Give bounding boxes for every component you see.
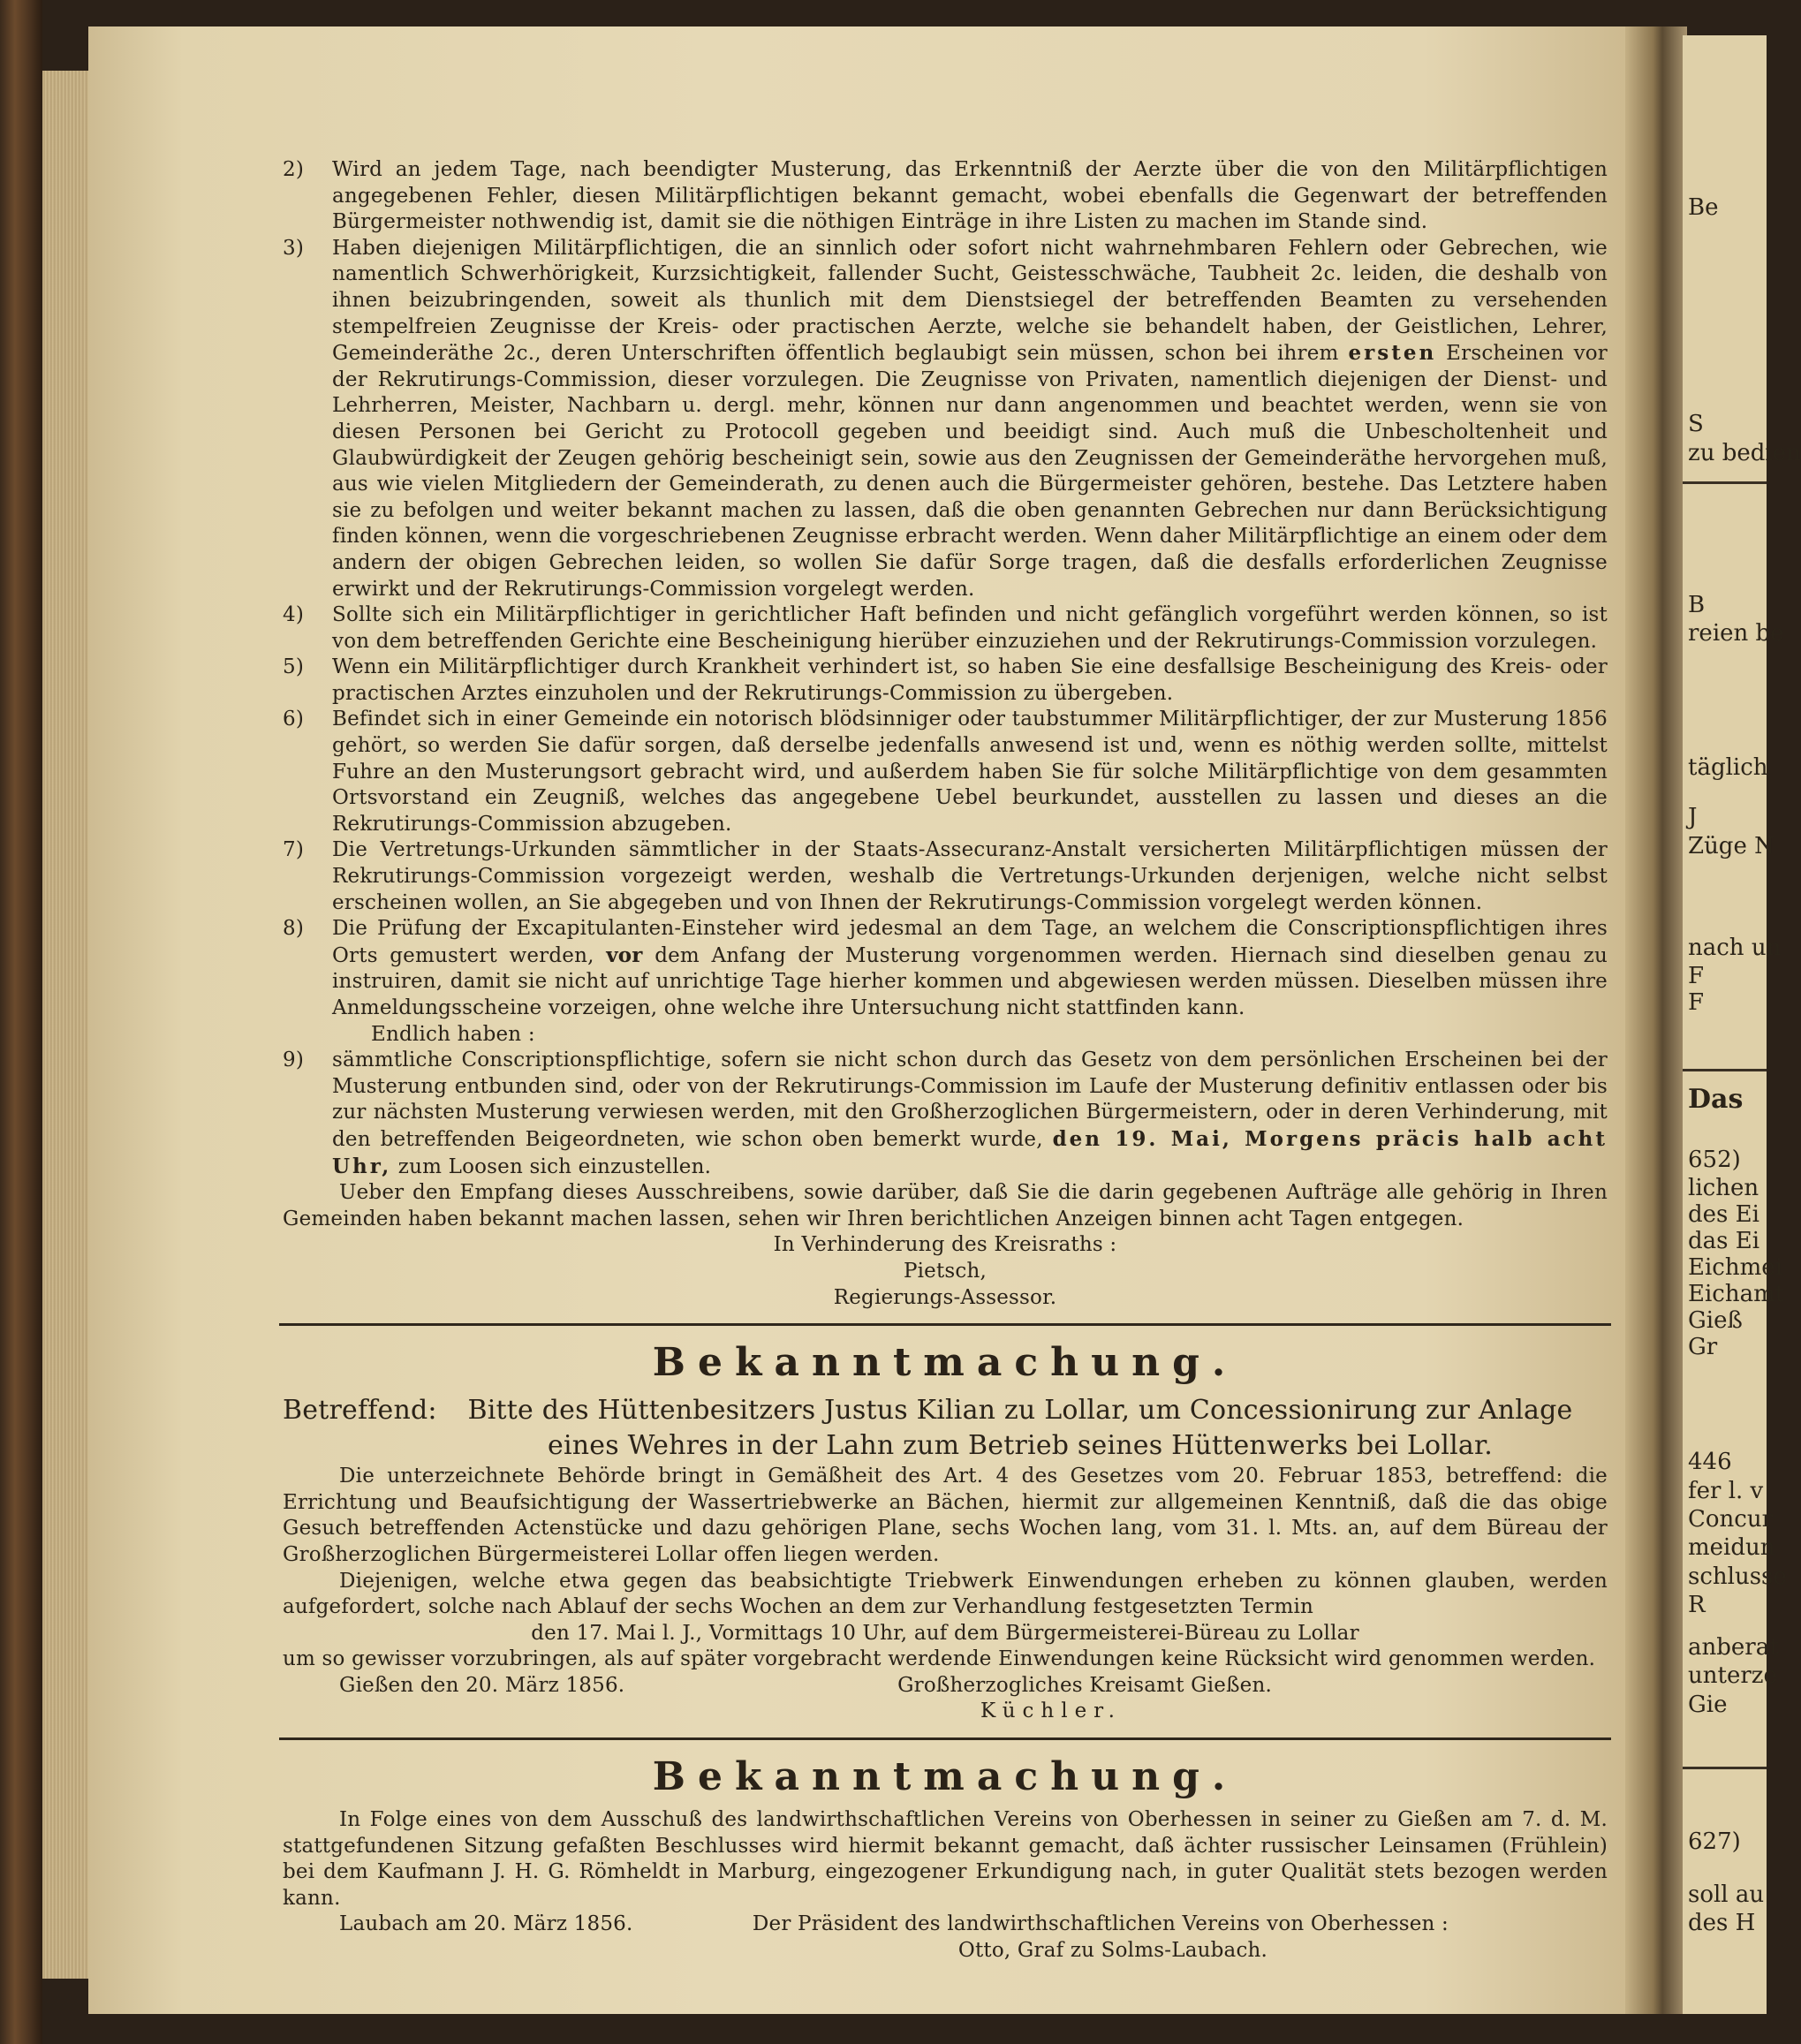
fragment-text: 627) [1688, 1828, 1741, 1855]
fragment-text: des H [1688, 1910, 1756, 1936]
fragment-text: 652) [1688, 1147, 1741, 1173]
list-item [283, 707, 1608, 837]
list-item [283, 655, 1608, 707]
item-number: 8) [283, 917, 305, 941]
notice-heading: Bekanntmachung. [652, 1340, 1238, 1386]
fragment-text: B [1688, 592, 1706, 618]
item-number: 2) [283, 158, 305, 181]
item-text [332, 916, 1608, 1021]
notice-authority: Der Präsident des landwirthschaftlichen Vereins von Oberhessen : [752, 1912, 1449, 1936]
item-number: 5) [283, 655, 305, 679]
notice-paragraph: In Folge eines von dem Ausschuß des landwirthschaftlichen Vereins von Oberhessen in seiner zu Gießen am 7. d. M. stattgefundenen Sitzung gefaßten Beschlusses wird hiermit bekannt gemacht, daß ächter russischer Leinsamen (Frühlein) bei dem Kaufmann J. H. G. Römheldt in Marburg, eingezogener Erkundigung nach, in guter Qualität stets bezogen werden kann. [283, 1808, 1608, 1910]
fragment-text: das Ei [1688, 1228, 1760, 1254]
item-text: Wird an jedem Tage, nach beendigter Musterung, das Erkenntniß der Aerzte über die von den Militärpflichtigen angegebenen Fehler, diesen Militärpflichtigen bekannt gemacht, wobei ebenfalls die Gegenwart der betreffenden Bürgermeister nothwendig ist, damit sie die nöthigen Einträge in ihre Listen zu machen im Stande sind. [332, 158, 1608, 234]
item-text: Wenn ein Militärpflichtiger durch Krankheit verhindert ist, so haben Sie eine desfallsige Bescheinigung des Kreis- oder practischen Arztes einzuholen und der Rekrutirungs-Commission zu übergeben. [332, 655, 1608, 705]
fragment-text: des Ei [1688, 1201, 1759, 1228]
notice-paragraph: um so gewisser vorzubringen, als auf später vorgebracht werdende Einwendungen keine Rücksicht wird genommen werden. [283, 1647, 1596, 1671]
item-text-part: Die Prüfung der Excapitulanten-Einsteher wird jedesmal an dem Tage, an welchem die Conscriptionspflichtigen ihres Orts gemustert werden, [332, 917, 1608, 967]
fragment-text: täglich [1688, 754, 1768, 781]
notice-signer: Otto, Graf zu Solms-Laubach. [957, 1939, 1268, 1963]
item-text [332, 236, 1608, 602]
page-right-fragment [1683, 35, 1801, 2014]
fragment-rule [1683, 1767, 1767, 1769]
notice-footer [283, 1912, 1608, 1938]
fragment-text: fer l. v [1688, 1478, 1764, 1504]
item-text: Befindet sich in einer Gemeinde ein notorisch blödsinniger oder taubstummer Militärpflichtiger, der zur Musterung 1856 gehört, so werden Sie dafür sorgen, daß derselbe jedenfalls anwesend ist und, wenn es nöthig werden sollte, mittelst Fuhre an den Musterungsort gebracht wird, und außerdem haben Sie für solche Militärpflichtige von dem gesammten Ortsvorstand ein Zeugniß, welches das angegebene Uebel beurkundet, ausstellen zu lassen und dieses an die Rekrutirungs-Commission abzugeben. [332, 708, 1608, 836]
item-text-part: Erscheinen vor der Rekrutirungs-Commission, dieser vorzulegen. Die Zeugnisse von Privaten, namentlich diejenigen der Dienst- und Lehrherren, Meister, Nachbarn u. dergl. mehr, können nur dann angenommen und beachtet werden, wenn sie von diesen Personen bei Gericht zu Protocoll gegeben und beeidigt sind. Auch muß die Unbescholtenheit und Glaubwürdigkeit der Zeugen gehörig bescheinigt sein, sowie aus den Zeugnissen der Gemeinderäthe hervorgehen muß, aus wie vielen Mitgliedern der Gemeinderath, zu denen auch die Bürgermeister gehören, bestehe. Das Letztere haben sie zu befolgen und weiter bekannt machen zu lassen, daß die oben genannten Gebrechen nur dann Berücksichtigung finden können, wenn die vorgeschriebenen Zeugnisse erbracht werden. Wenn daher Militärpflichtige an einem oder dem andern der obigen Gebrechen leiden, so wollen Sie dafür Sorge tragen, daß die desfalls erforderlichen Zeugnisse erwirkt und der Rekrutirungs-Commission vorgelegt werden. [332, 342, 1608, 601]
fragment-text: anberat [1688, 1634, 1779, 1661]
book-binding [0, 0, 42, 2044]
list-item [283, 1048, 1608, 1180]
notice-termin: den 17. Mai l. J., Vormittags 10 Uhr, auf dem Bürgermeisterei-Büreau zu Lollar [531, 1621, 1359, 1645]
fragment-text: Gieß [1688, 1307, 1743, 1334]
fragment-rule [1683, 481, 1767, 484]
item-number: 9) [283, 1048, 305, 1072]
notice-place-date: Gießen den 20. März 1856. [339, 1673, 625, 1697]
book-gutter [1625, 26, 1687, 2014]
fragment-text: R [1688, 1592, 1706, 1618]
notice-authority: Großherzogliches Kreisamt Gießen. [897, 1673, 1272, 1697]
fragment-text: Das [1688, 1084, 1744, 1115]
list-item [283, 157, 1608, 236]
fragment-text: J [1688, 804, 1698, 830]
document-body [283, 157, 1608, 1965]
section-divider [279, 1737, 1611, 1740]
fragment-text: Be [1688, 194, 1719, 221]
item-text: Sollte sich ein Militärpflichtiger in gerichtlicher Haft befinden und nicht gefänglich vorgeführt werden können, so ist von dem betreffenden Gerichte eine Bescheinigung hierüber einzuziehen und der Rekrutirungs-Commission vorzulegen. [332, 603, 1608, 653]
item-number: 6) [283, 708, 305, 731]
fragment-text: F [1688, 989, 1705, 1016]
fragment-text: lichen [1688, 1175, 1759, 1201]
item-text-part: sämmtliche Conscriptionspflichtige, sofern sie nicht schon durch das Gesetz von dem persönlichen Erscheinen bei der Musterung entbunden sind, oder von der Rekrutirungs-Commission im Laufe der Musterung definitiv entlassen oder bis zur nächsten Musterung verwiesen werden, mit den Großherzoglichen Bürgermeistern, oder in deren Verhinderung, mit den betreffenden Beigeordneten, wie schon oben bemerkt wurde, [332, 1048, 1608, 1151]
item-text-part: zum Loosen sich einzustellen. [397, 1154, 712, 1178]
notice-subject [283, 1393, 1608, 1464]
fragment-text: Eichmei [1688, 1254, 1782, 1281]
item-text-part: Haben diejenigen Militärpflichtigen, die an sinnlich oder sofort nicht wahrnehmbaren Fehlern oder Gebrechen, wie namentlich Schwerhörigkeit, Kurzsichtigkeit, fallender Sucht, Geistesschwäche, Taubheit 2c. leiden, die deshalb von ihnen beizubringenden, soweit als thunlich mit dem Dienstsiegel der betreffenden Beamten zu versehenden stempelfreien Zeugnisse der Kreis- oder practischen Aerzte, welche sie behandelt haben, der Geistlichen, Lehrer, Gemeinderäthe 2c., deren Unterschriften öffentlich beglaubigt sein müssen, schon bei ihrem [332, 236, 1608, 366]
fragment-text: Gr [1688, 1334, 1718, 1360]
fragment-text: soll au [1688, 1881, 1765, 1908]
emphasis: vor [606, 943, 643, 967]
notice-heading: Bekanntmachung. [652, 1754, 1238, 1800]
list-item [283, 602, 1608, 655]
fragment-text: 446 [1688, 1449, 1732, 1475]
emphasis: den 19. Mai, Morgens präcis halb acht Uhr, [332, 1126, 1608, 1178]
fragment-text: Eichamt [1688, 1281, 1785, 1307]
signature-line: In Verhinderung des Kreisraths : [773, 1233, 1117, 1257]
emphasis: ersten [1348, 341, 1437, 366]
notice-footer [283, 1673, 1608, 1700]
item-text: Die Vertretungs-Urkunden sämmtlicher in der Staats-Assecuranz-Anstalt versicherten Militärpflichtigen müssen der Rekrutirungs-Commission vorgezeigt werden, weshalb die Vertretungs-Urkunden derjenigen, welche nicht selbst erscheinen wollen, an Sie abgegeben und von Ihnen der Rekrutirungs-Commission vorgelegt werden können. [332, 838, 1608, 914]
fragment-text: Concur [1688, 1506, 1774, 1533]
transition-text: Endlich haben : [371, 1022, 535, 1046]
section-divider [279, 1323, 1611, 1326]
fragment-text: F [1688, 963, 1705, 989]
fragment-text: Züge N [1688, 833, 1775, 859]
item-number: 3) [283, 236, 305, 260]
page-edges [42, 71, 88, 1979]
item-text-part: dem Anfang der Musterung vorgenommen werden. Hiernach sind dieselben genau zu instruiren, damit sie nicht auf unrichtige Tage hierher kommen und abgewiesen werden müssen. Dieselben müssen ihre Anmeldungsscheine vorzeigen, ohne welche ihre Untersuchung nicht stattfinden kann. [332, 943, 1608, 1019]
fragment-text: meidun [1688, 1534, 1775, 1561]
fragment-text: S [1688, 411, 1704, 437]
fragment-text: Gie [1688, 1692, 1728, 1718]
notice-place-date: Laubach am 20. März 1856. [339, 1912, 633, 1936]
fragment-text: zu bedien [1688, 440, 1801, 466]
list-item [283, 236, 1608, 602]
fragment-text: unterze [1688, 1662, 1777, 1689]
signature-title: Regierungs-Assessor. [833, 1285, 1057, 1309]
fragment-text: reien be [1688, 620, 1784, 647]
item-text [332, 1048, 1608, 1180]
notice-paragraph: Die unterzeichnete Behörde bringt in Gemäßheit des Art. 4 des Gesetzes vom 20. Februar 1853, betreffend: die Errichtung und Beaufsichtigung der Wassertriebwerke an Bächen, hiermit zur allgemeinen Kenntniß, daß die das obige Gesuch betreffenden Actenstücke und dazu gehörigen Plane, sechs Wochen lang, vom 31. l. Mts. an, auf dem Büreau der Großherzoglichen Bürgermeisterei Lollar offen liegen werden. [283, 1465, 1608, 1566]
closing-paragraph: Ueber den Empfang dieses Ausschreibens, sowie darüber, daß Sie die darin gegebenen Aufträge alle gehörig in Ihren Gemeinden haben bekannt machen lassen, sehen wir Ihren berichtlichen Anzeigen binnen acht Tagen entgegen. [283, 1181, 1608, 1230]
fragment-text: schlusse [1688, 1563, 1787, 1590]
list-item [283, 837, 1608, 916]
fragment-rule [1683, 1069, 1767, 1071]
item-number: 4) [283, 603, 305, 627]
fragment-text: nach un [1688, 935, 1782, 961]
subject-label: Betreffend: [283, 1395, 437, 1427]
notice-paragraph: Diejenigen, welche etwa gegen das beabsichtigte Triebwerk Einwendungen erheben zu können glauben, werden aufgefordert, solche nach Ablauf der sechs Wochen an dem zur Verhandlung festgesetzten Termin [283, 1569, 1608, 1619]
signature-name: Pietsch, [903, 1259, 988, 1283]
notice-signer: Küchler. [980, 1700, 1122, 1723]
list-item [283, 916, 1608, 1021]
subject-text: Bitte des Hüttenbesitzers Justus Kilian zu Lollar, um Concessionirung zur Anlage eines Wehres in der Lahn zum Betrieb seines Hüttenwerks bei Lollar. [467, 1395, 1573, 1462]
item-number: 7) [283, 838, 305, 862]
